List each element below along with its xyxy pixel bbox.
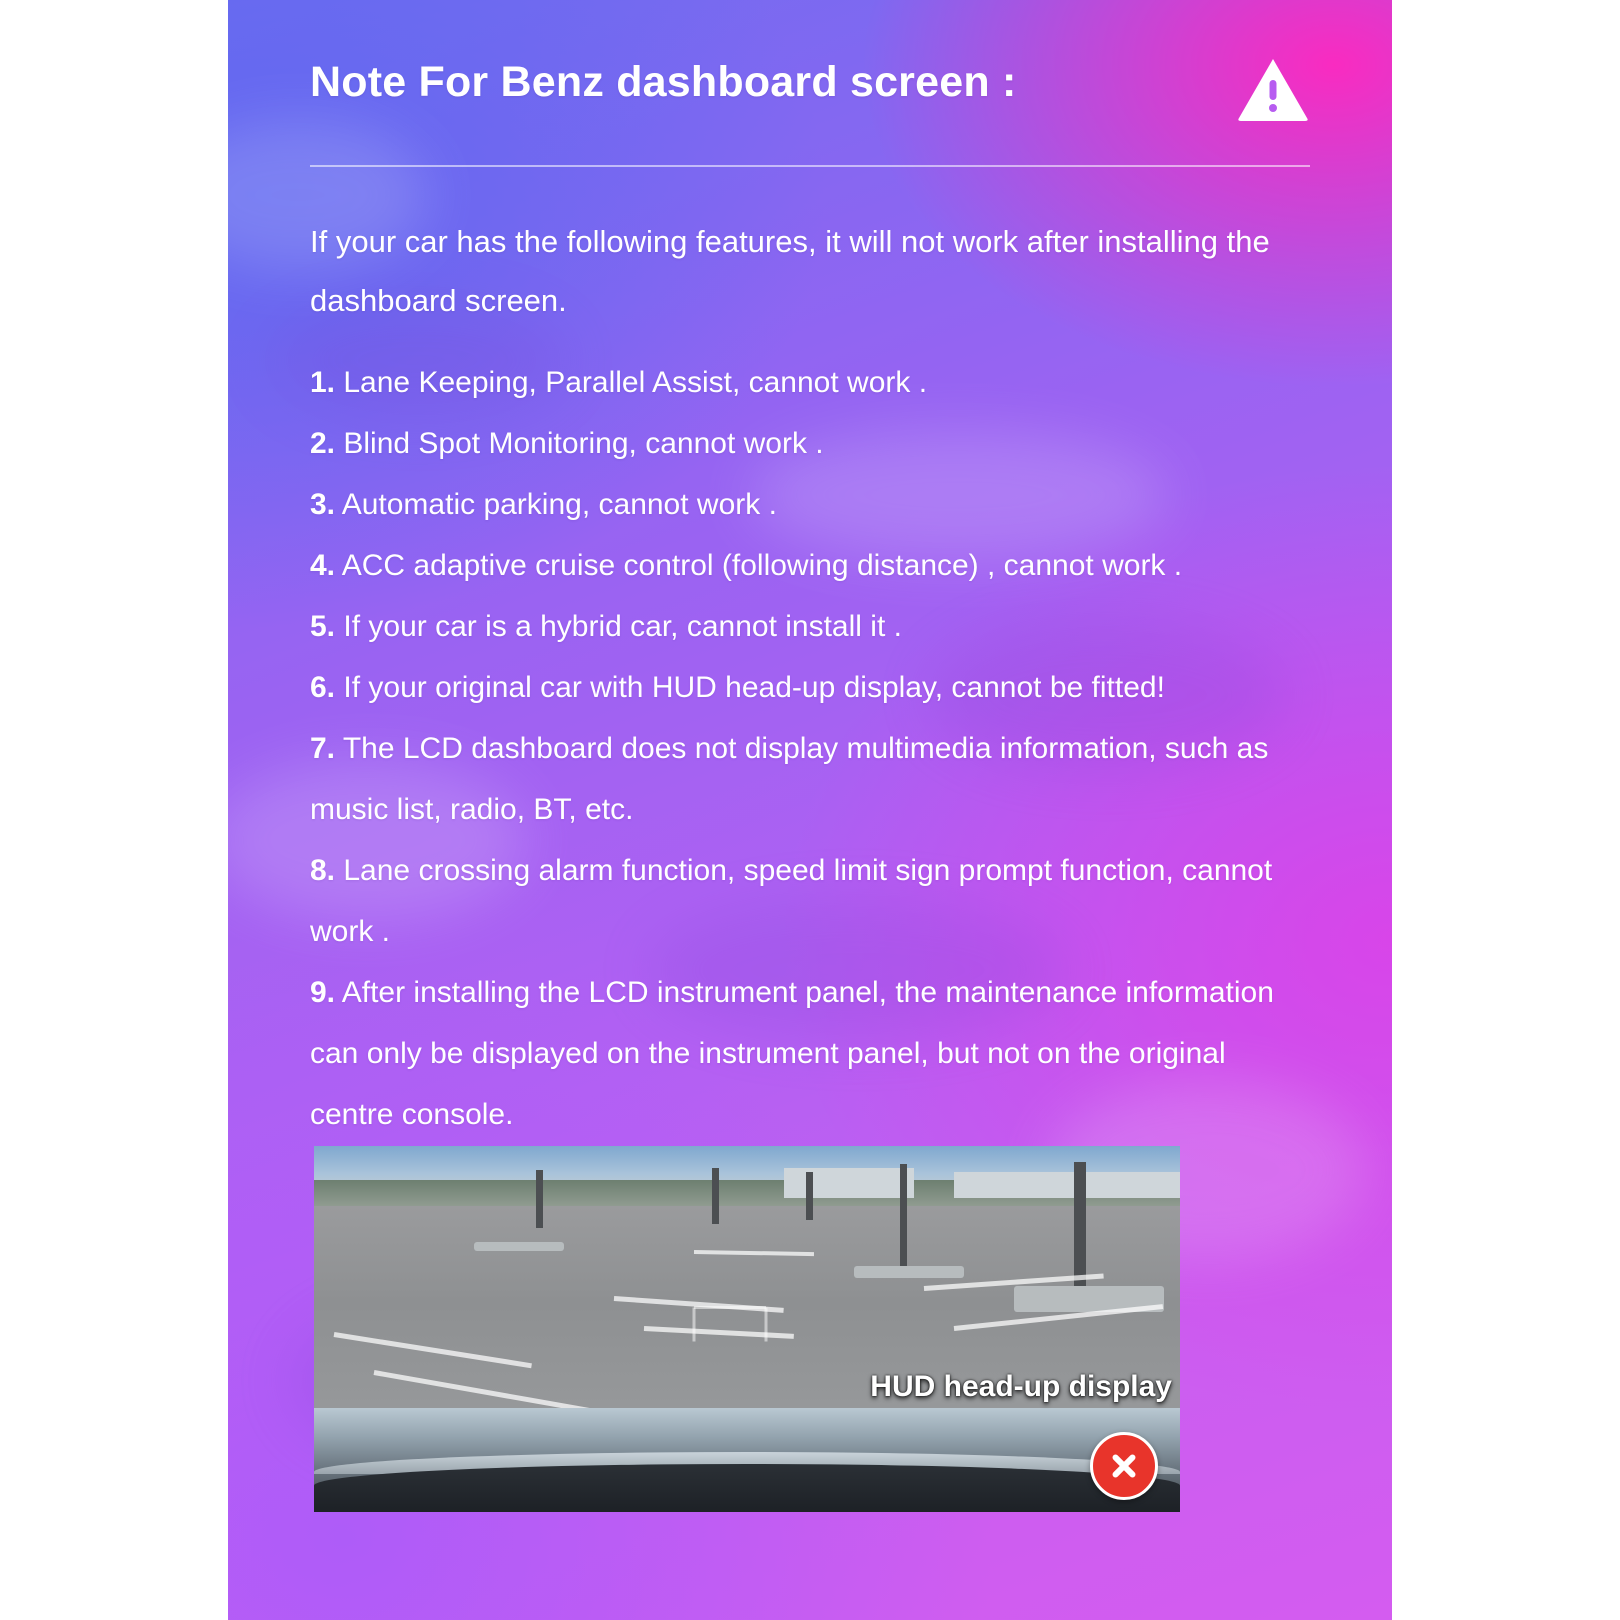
list-item-number: 5. [310,610,336,643]
list-item [310,962,1295,1145]
photo-light-pole [806,1172,813,1220]
notes-list [310,352,1295,1145]
red-cross-icon [1090,1432,1158,1500]
poster-header [310,58,1310,168]
list-item-text: Lane crossing alarm function, speed limit sign prompt function, cannot work . [310,854,1273,948]
list-item [310,657,1295,718]
photo-curb-island [854,1266,964,1278]
photo-building [784,1168,914,1198]
intro-paragraph: If your car has the following features, it will not work after installing the dashboard screen. [310,224,1270,318]
list-item-number: 4. [310,549,336,582]
list-item-text: Blind Spot Monitoring, cannot work . [343,427,824,460]
list-item-number: 8. [310,854,336,887]
photo-hud-projection [693,1308,696,1342]
list-item-number: 9. [310,976,336,1009]
list-item [310,352,1295,413]
photo-hud-projection [694,1306,766,1309]
list-item-number: 3. [310,488,336,521]
list-item [310,474,1295,535]
list-item-text: The LCD dashboard does not display multimedia information, such as music list, radio, BT, etc. [310,732,1269,826]
list-item-number: 6. [310,671,336,704]
photo-light-pole [536,1170,543,1228]
gradient-poster-panel [228,0,1392,1620]
list-item-text: After installing the LCD instrument panel, the maintenance information can only be displayed on the instrument panel, but not on the original centre console. [310,976,1274,1131]
list-item-text: Lane Keeping, Parallel Assist, cannot work . [343,366,928,399]
list-item [310,413,1295,474]
hud-photo [314,1146,1180,1512]
photo-dash-shadow [314,1464,1180,1512]
list-item-text: ACC adaptive cruise control (following distance) , cannot work . [341,549,1183,582]
photo-building [954,1172,1180,1198]
photo-hud-projection [765,1308,768,1342]
photo-light-pole [900,1164,907,1274]
list-item [310,718,1295,840]
list-item-number: 1. [310,366,336,399]
hud-caption: HUD head-up display [870,1370,1172,1403]
list-item-text: Automatic parking, cannot work . [341,488,777,521]
page-title: Note For Benz dashboard screen : [310,58,1017,106]
list-item-text: If your car is a hybrid car, cannot install it . [343,610,902,643]
list-item [310,535,1295,596]
list-item-number: 7. [310,732,336,765]
list-item-text: If your original car with HUD head-up display, cannot be fitted! [343,671,1165,704]
warning-triangle-icon [1236,56,1310,122]
list-item-number: 2. [310,427,336,460]
list-item [310,596,1295,657]
photo-light-pole [712,1168,719,1224]
header-divider [310,165,1310,167]
photo-curb-island [474,1242,564,1251]
list-item [310,840,1295,962]
